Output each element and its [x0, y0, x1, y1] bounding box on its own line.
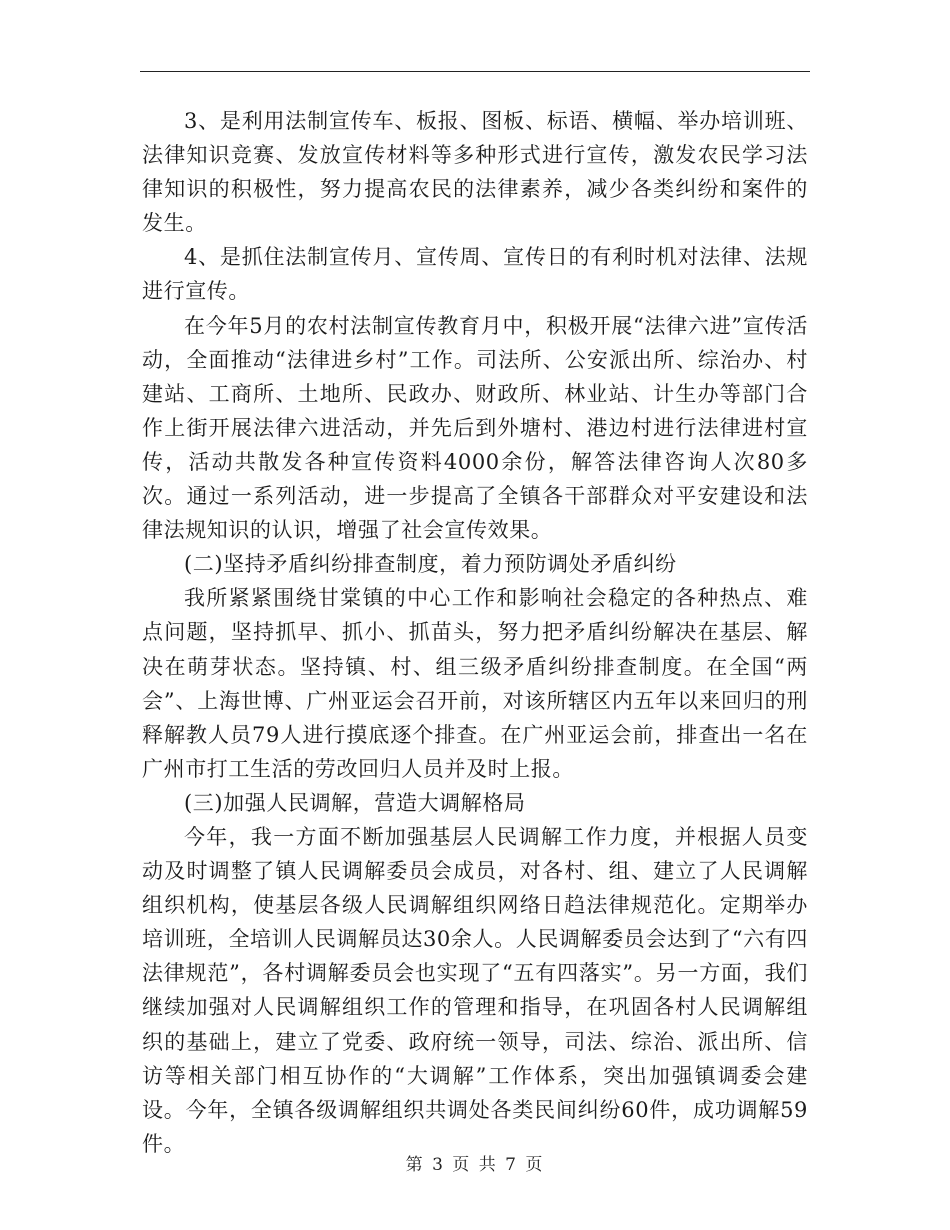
paragraph-dispute-screening: 我所紧紧围绕甘棠镇的中心工作和影响社会稳定的各种热点、难点问题，坚持抓早、抓小、抓苗头，努力把矛盾纠纷解决在基层、解决在萌芽状态。坚持镇、村、组三级矛盾纠纷排查制度。在全国“两会”、上海世博、广州亚运会召开前，对该所辖区内五年以来回归的刑释解教人员79人进行摸底逐个排查。在广州亚运会前，排查出一名在广州市打工生活的劳改回归人员并及时上报。 — [142, 586, 808, 781]
paragraph-publicity-timing: 4、是抓住法制宣传月、宣传周、宣传日的有利时机对法律、法规进行宣传。 — [142, 245, 808, 304]
section-heading-mediation: (三)加强人民调解，营造大调解格局 — [184, 790, 526, 815]
header-rule — [140, 71, 810, 72]
paragraph-may-campaign: 在今年5月的农村法制宣传教育月中，积极开展“法律六进”宣传活动，全面推动“法律进乡村”工作。司法所、公安派出所、综治办、村建站、工商所、土地所、民政办、财政所、林业站、计生办等部门合作上街开展法律六进活动，并先后到外塘村、港边村进行法律进村宣传，活动共散发各种宣传资料4000余份，解答法律咨询人次80多次。通过一系列活动，进一步提高了全镇各干部群众对平安建设和法律法规知识的认识，增强了社会宣传效果。 — [142, 313, 808, 543]
page-number: 第 3 页 共 7 页 — [405, 1155, 545, 1175]
page-footer — [0, 1150, 950, 1175]
paragraph-mediation: 今年，我一方面不断加强基层人民调解工作力度，并根据人员变动及时调整了镇人民调解委员会成员，对各村、组、建立了人民调解组织机构，使基层各级人民调解组织网络日趋法律规范化。定期举办培训班，全培训人民调解员达30余人。人民调解委员会达到了“六有四法律规范”，各村调解委员会也实现了“五有四落实”。另一方面，我们继续加强对人民调解组织工作的管理和指导，在巩固各村人民调解组织的基础上，建立了党委、政府统一领导，司法、综治、派出所、信访等相关部门相互协作的“大调解”工作体系，突出加强镇调委会建设。今年，全镇各级调解组织共调处各类民间纠纷60件，成功调解59件。 — [142, 824, 808, 1156]
paragraph-publicity-methods: 3、是利用法制宣传车、板报、图板、标语、横幅、举办培训班、法律知识竞赛、发放宣传材料等多种形式进行宣传，激发农民学习法律知识的积极性，努力提高农民的法律素养，减少各类纠纷和案件的发生。 — [142, 109, 808, 236]
section-heading-dispute-screening: (二)坚持矛盾纠纷排查制度，着力预防调处矛盾纠纷 — [184, 552, 677, 577]
document-body — [142, 104, 808, 1161]
